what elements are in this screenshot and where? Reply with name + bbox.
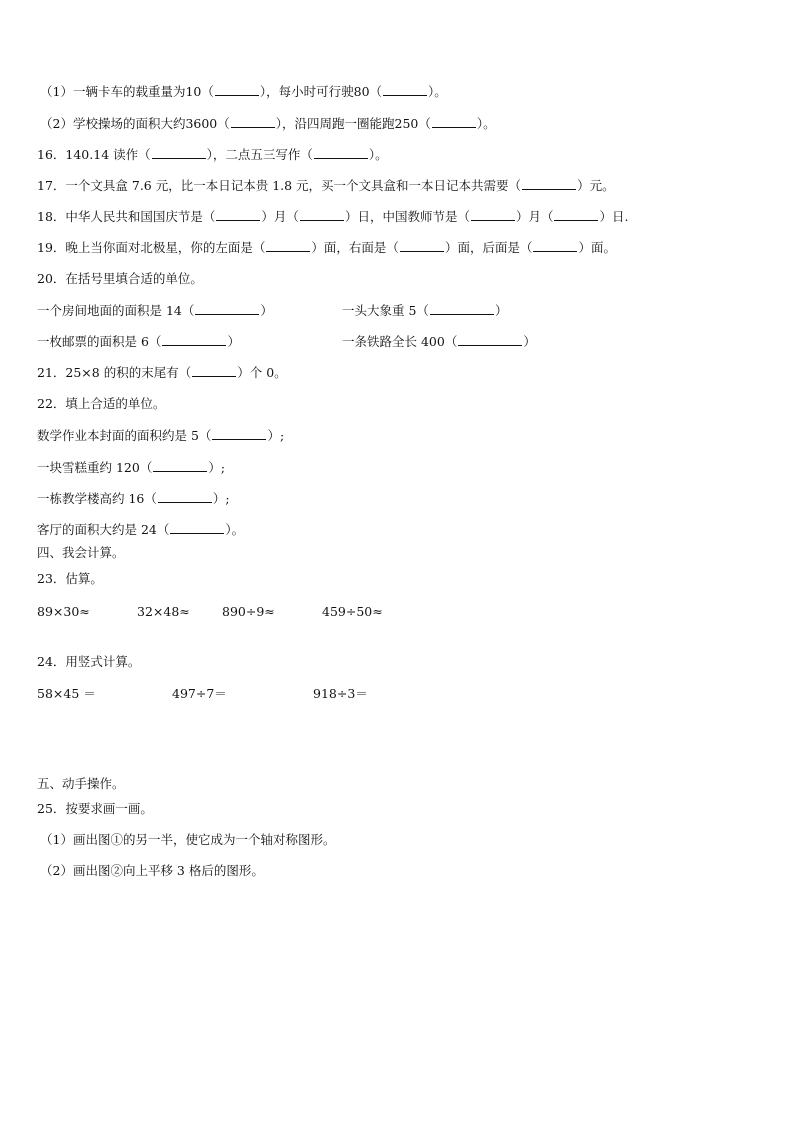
q18: 18．中华人民共和国国庆节是（ ）月（ ）日，中国教师节是（ ）月（ ）日.	[37, 209, 629, 224]
q20-item-3: 一枚邮票的面积是 6（ ）	[37, 334, 240, 349]
answer-blank[interactable]	[300, 208, 344, 221]
q23-title: 23．估算。	[37, 571, 103, 586]
q20-item-2: 一头大象重 5（ ）	[342, 303, 508, 318]
answer-blank[interactable]	[458, 333, 522, 346]
answer-blank[interactable]	[471, 208, 515, 221]
q25-part2: （2）画出图②向上平移 3 格后的图形。	[40, 863, 264, 878]
q22-title: 22．填上合适的单位。	[37, 396, 166, 411]
q21: 21．25×8 的积的末尾有（ ）个 0。	[37, 365, 287, 380]
q20-item-4: 一条铁路全长 400（ ）	[342, 334, 536, 349]
answer-blank[interactable]	[162, 333, 226, 346]
q24-item-2: 497÷7＝	[172, 686, 227, 701]
q15-part2: （2）学校操场的面积大约3600（ ），沿四周跑一圈能跑250（ ）。	[40, 116, 496, 131]
q23-item-1: 89×30≈	[37, 604, 90, 619]
answer-blank[interactable]	[152, 146, 206, 159]
answer-blank[interactable]	[158, 490, 212, 503]
answer-blank[interactable]	[383, 83, 427, 96]
answer-blank[interactable]	[231, 115, 275, 128]
q19: 19．晚上当你面对北极星，你的左面是（ ）面，右面是（ ）面，后面是（ ）面。	[37, 240, 616, 255]
section-4-heading: 四、我会计算。	[37, 545, 125, 560]
q15-part1: （1）一辆卡车的载重量为10（ ），每小时可行驶80（ ）。	[40, 84, 447, 99]
answer-blank[interactable]	[400, 239, 444, 252]
answer-blank[interactable]	[216, 208, 260, 221]
section-5-heading: 五、动手操作。	[37, 776, 125, 791]
answer-blank[interactable]	[533, 239, 577, 252]
answer-blank[interactable]	[212, 427, 266, 440]
q24-item-1: 58×45 ＝	[37, 686, 96, 701]
q23-item-3: 890÷9≈	[222, 604, 275, 619]
q24-item-3: 918÷3＝	[313, 686, 368, 701]
answer-blank[interactable]	[170, 521, 224, 534]
answer-blank[interactable]	[430, 302, 494, 315]
answer-blank[interactable]	[314, 146, 368, 159]
q22-item-3: 一栋教学楼高约 16（ ）;	[37, 491, 230, 506]
q25-part1: （1）画出图①的另一半，使它成为一个轴对称图形。	[40, 832, 336, 847]
q22-item-1: 数学作业本封面的面积约是 5（ ）;	[37, 428, 285, 443]
q23-item-2: 32×48≈	[137, 604, 190, 619]
q22-item-4: 客厅的面积大约是 24（ ）。	[37, 522, 245, 537]
answer-blank[interactable]	[153, 459, 207, 472]
q24-title: 24．用竖式计算。	[37, 654, 141, 669]
answer-blank[interactable]	[215, 83, 259, 96]
answer-blank[interactable]	[432, 115, 476, 128]
q20-title: 20．在括号里填合适的单位。	[37, 271, 203, 286]
q16: 16．140.14 读作（ ），二点五三写作（ ）。	[37, 147, 388, 162]
answer-blank[interactable]	[266, 239, 310, 252]
q17: 17．一个文具盒 7.6 元，比一本日记本贵 1.8 元，买一个文具盒和一本日记本共需要（ ）元。	[37, 178, 615, 193]
answer-blank[interactable]	[195, 302, 259, 315]
q25-title: 25．按要求画一画。	[37, 801, 153, 816]
q23-item-4: 459÷50≈	[322, 604, 383, 619]
answer-blank[interactable]	[192, 364, 236, 377]
answer-blank[interactable]	[554, 208, 598, 221]
q22-item-2: 一块雪糕重约 120（ ）;	[37, 460, 226, 475]
q20-item-1: 一个房间地面的面积是 14（ ）	[37, 303, 273, 318]
answer-blank[interactable]	[522, 177, 576, 190]
